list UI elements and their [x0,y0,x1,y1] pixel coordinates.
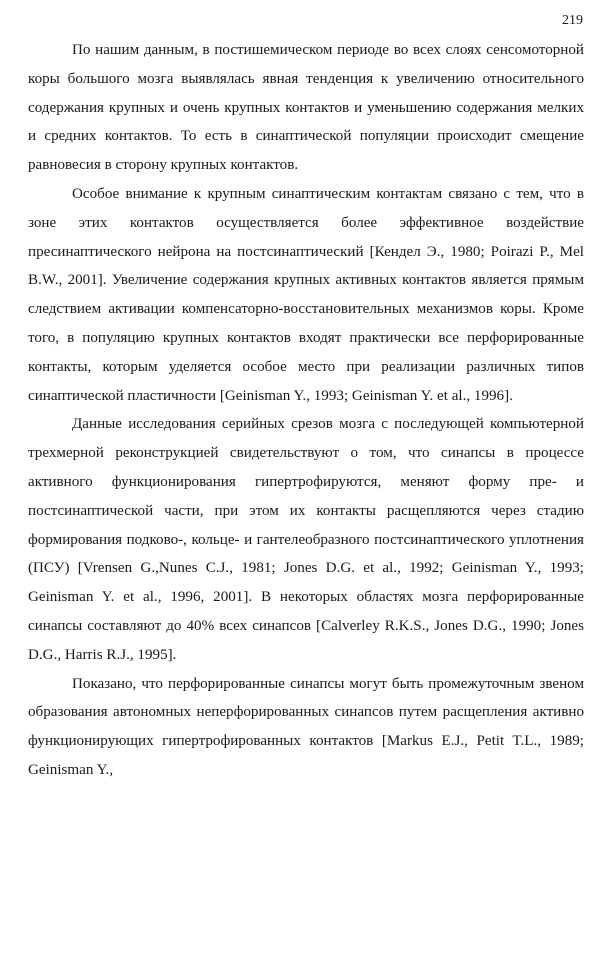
text-body [28,36,584,785]
page-number: 219 [562,13,583,28]
paragraph-1: По нашим данным, в постишемическом периоде во всех слоях сенсомоторной коры большого мозга выявлялась явная тенденция к увеличению относительного содержания крупных и очень крупных контактов и уменьшению содержания мелких и средних контактов. То есть в синаптической популяции происходит смещение равновесия в сторону крупных контактов. [28,42,584,174]
paragraph-3: Данные исследования серийных срезов мозга с последующей компьютерной трехмерной реконструкцией свидетельствуют о том, что синапсы в процессе активного функционирования гипертрофируются, меняют форму пре- и постсинаптической части, при этом их контакты расщепляются через стадию формирования подково-, кольце- и гантелеобразного постсинаптического уплотнения (ПСУ) [Vrensen G.,Nunes C.J., 1981; Jones D.G. et al., 1992; Geinisman Y., 1993; Geinisman Y. et al., 1996, 2001]. В некоторых областях мозга перфорированные синапсы составляют до 40% всех синапсов [Calverley R.K.S., Jones D.G., 1990; Jones D.G., Harris R.J., 1995]. [28,416,584,663]
paragraph-4: Показано, что перфорированные синапсы могут быть промежуточным звеном образования автономных неперфорированных синапсов путем расщепления активно функционирующих гипертрофированных контактов [Markus E.J., Petit T.L., 1989; Geinisman Y., [28,675,584,778]
paragraph-2: Особое внимание к крупным синаптическим контактам связано с тем, что в зоне этих контактов осуществляется более эффективное воздействие пресинаптического нейрона на постсинаптический [Кендел Э., 1980; Poirazi P., Mel B.W., 2001]. Увеличение содержания крупных активных контактов является прямым следствием активации компенсаторно-восстановительных механизмов коры. Кроме того, в популяцию крупных контактов входят практически все перфорированные контакты, которым уделяется особое место при реализации различных типов синаптической пластичности [Geinisman Y., 1993; Geinisman Y. et al., 1996]. [28,185,584,404]
